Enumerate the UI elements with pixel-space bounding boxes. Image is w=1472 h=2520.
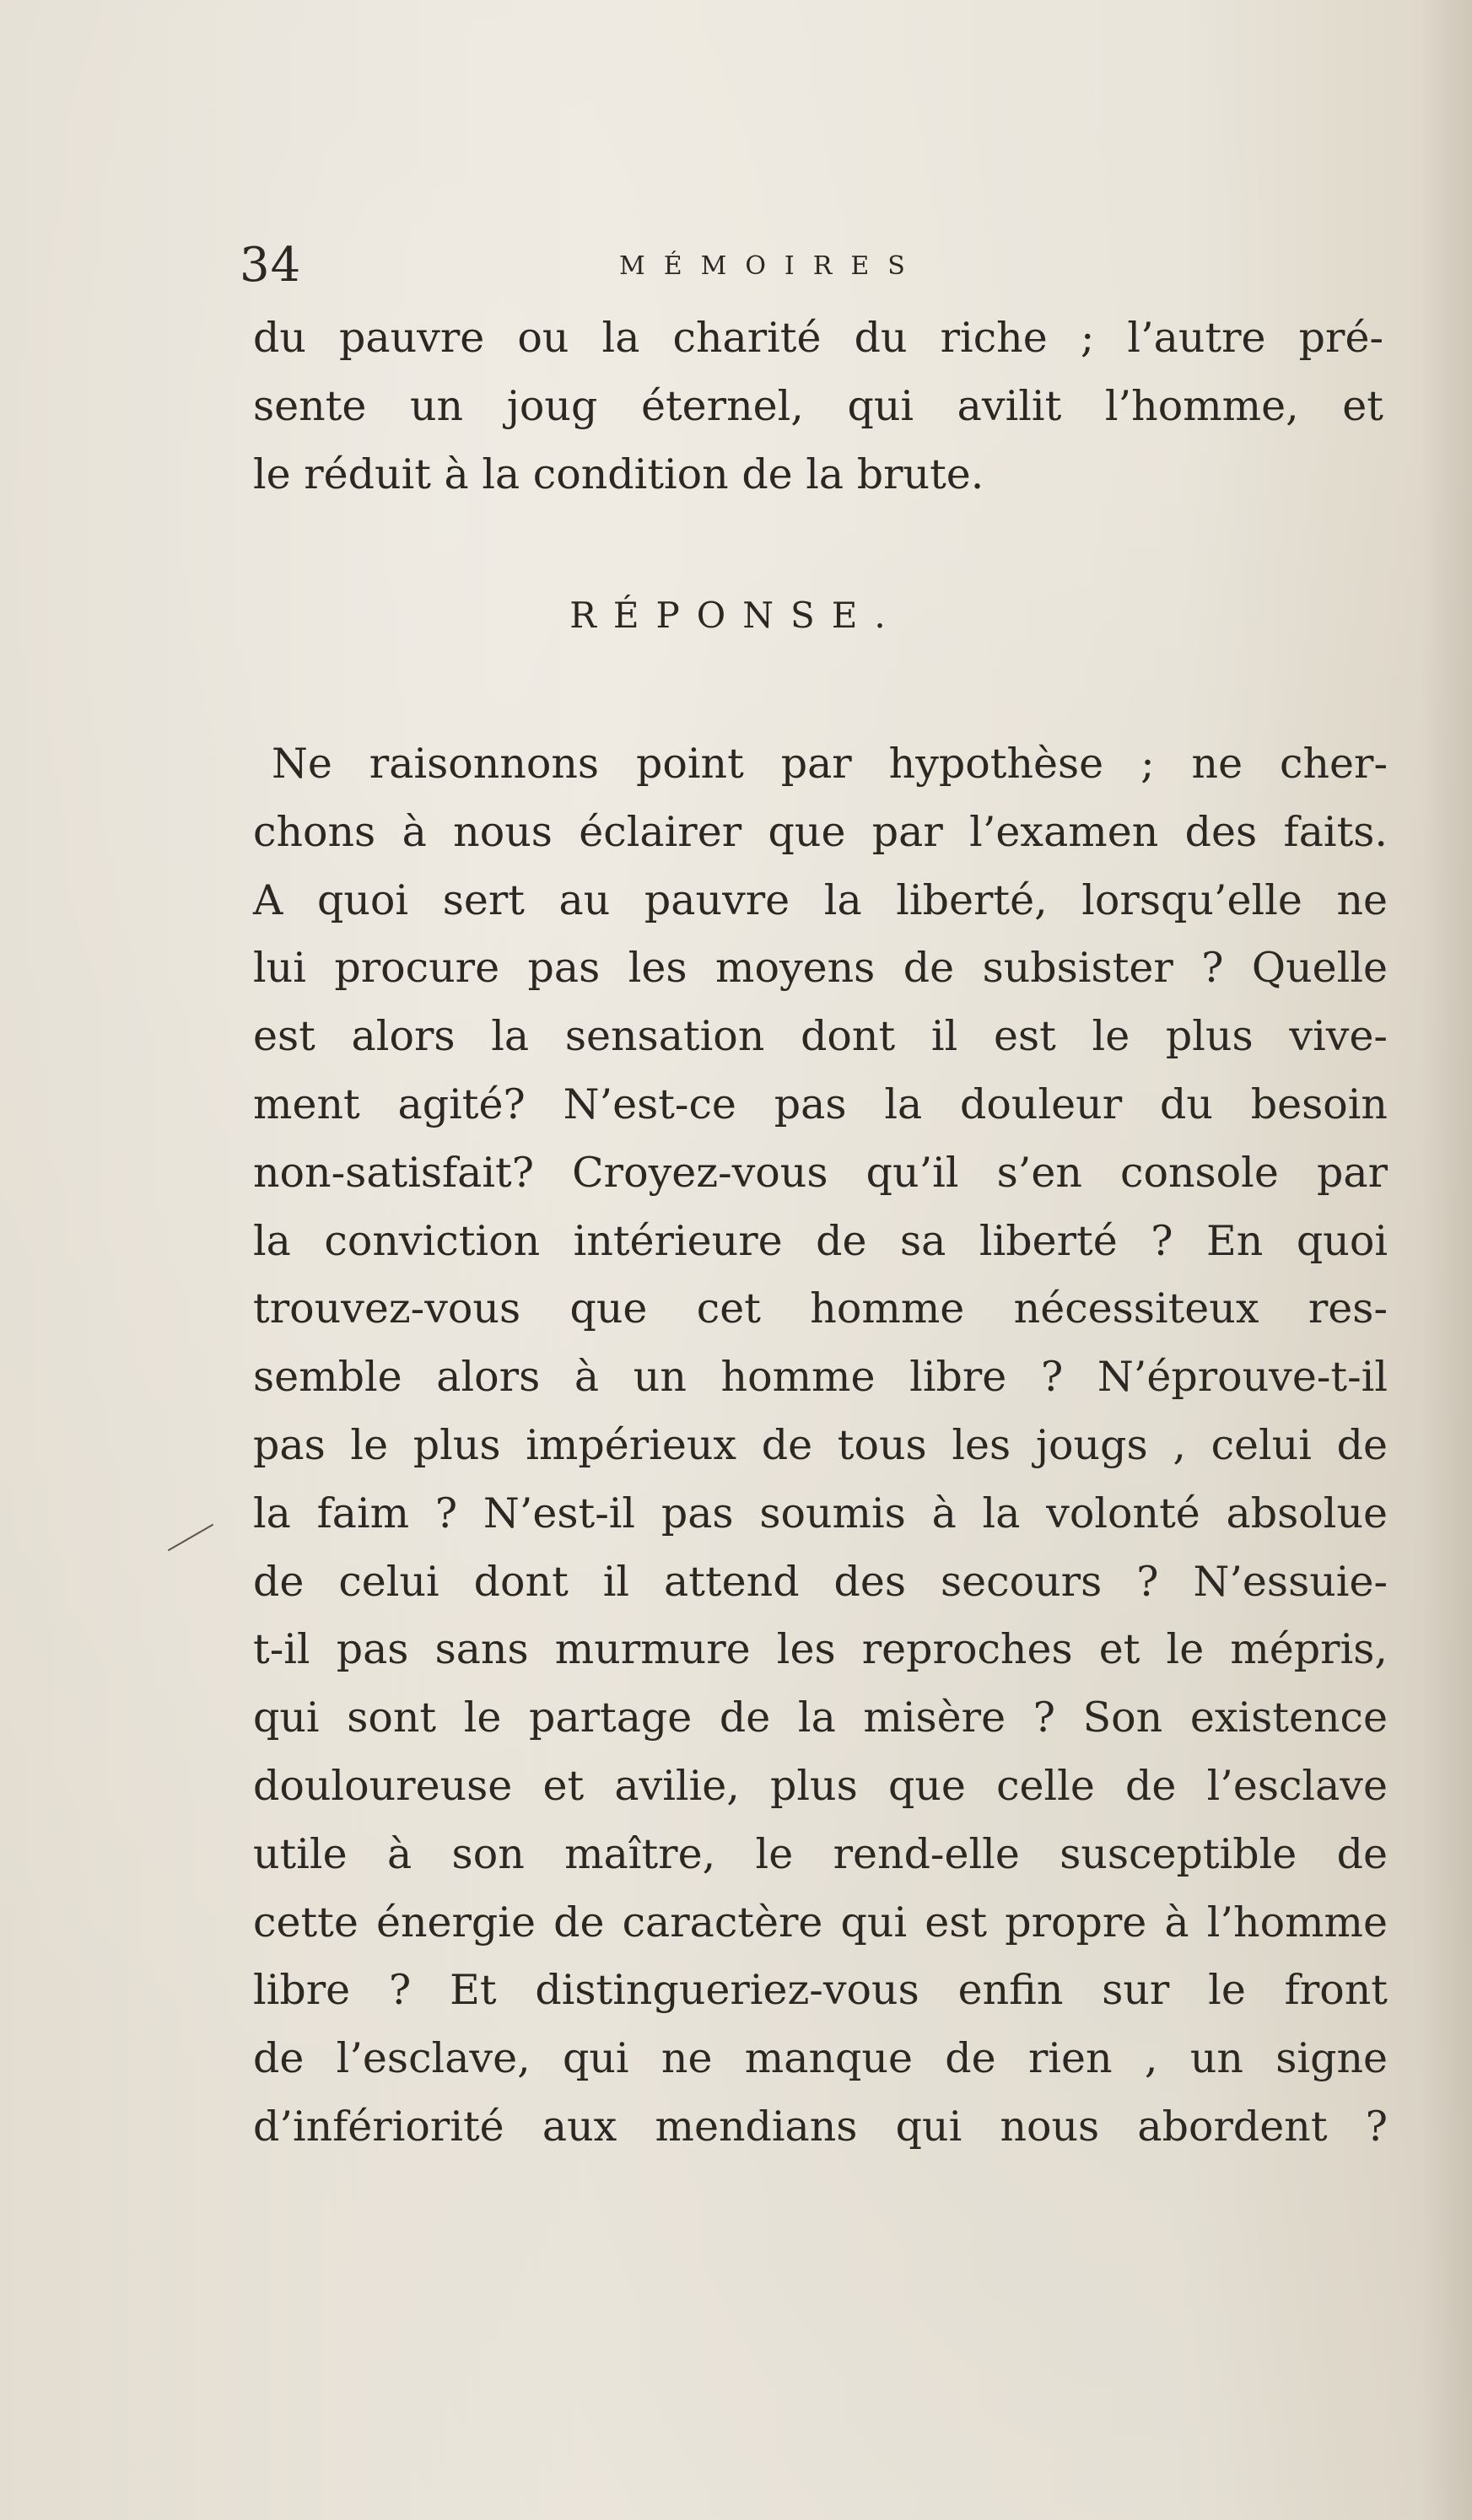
text-line: est alors la sensation dont il est le plus vive- (253, 1012, 1388, 1061)
text-line: utile à son maître, le rend-elle susceptible de (253, 1829, 1388, 1878)
running-title: MÉMOIRES (619, 251, 924, 281)
text-line: lui procure pas les moyens de subsister ? Quelle (253, 944, 1388, 993)
text-line: ment agité? N’est-ce pas la douleur du besoin (253, 1080, 1388, 1128)
text-line: de celui dont il attend des secours ? N’essuie- (253, 1557, 1388, 1606)
text-line: le réduit à la condition de la brute. (253, 450, 984, 498)
text-line: Ne raisonnons point par hypothèse ; ne cher- (272, 740, 1388, 788)
text-line: A quoi sert au pauvre la liberté, lorsqu’elle ne (253, 875, 1388, 924)
text-line: libre ? Et distingueriez-vous enfin sur le front (253, 1966, 1388, 2015)
text-line: chons à nous éclairer que par l’examen des faits. (253, 807, 1388, 856)
opening-text (253, 304, 1383, 509)
page-number: 34 (240, 238, 302, 293)
text-line: du pauvre ou la charité du riche ; l’autre pré- (253, 314, 1383, 362)
page-header (240, 232, 1387, 299)
text-line: douloureuse et avilie, plus que celle de l’esclave (253, 1761, 1388, 1810)
text-line: la faim ? N’est-il pas soumis à la volonté absolue (253, 1489, 1388, 1537)
text-line: cette énergie de caractère qui est propre à l’homme (253, 1898, 1388, 1947)
text-line: qui sont le partage de la misère ? Son existence (253, 1693, 1388, 1742)
section-title: RÉPONSE. (569, 595, 903, 636)
text-line: semble alors à un homme libre ? N’éprouve-t-il (253, 1353, 1388, 1402)
text-line: de l’esclave, qui ne manque de rien , un signe (253, 2034, 1388, 2083)
text-line: la conviction intérieure de sa liberté ? En quoi (253, 1216, 1388, 1265)
text-line: non-satisfait? Croyez-vous qu’il s’en console par (253, 1148, 1388, 1197)
pencil-mark (165, 1520, 216, 1553)
text-line: t-il pas sans murmure les reproches et le mépris, (253, 1625, 1388, 1674)
text-line: trouvez-vous que cet homme nécessiteux res- (253, 1284, 1388, 1333)
response-paragraph (253, 730, 1388, 2162)
page-edge-shadow (1421, 0, 1472, 2520)
text-line: pas le plus impérieux de tous les jougs , celui de (253, 1420, 1388, 1469)
text-line: sente un joug éternel, qui avilit l’homme, et (253, 382, 1383, 430)
text-line: d’infériorité aux mendians qui nous abordent ? (253, 2102, 1388, 2151)
